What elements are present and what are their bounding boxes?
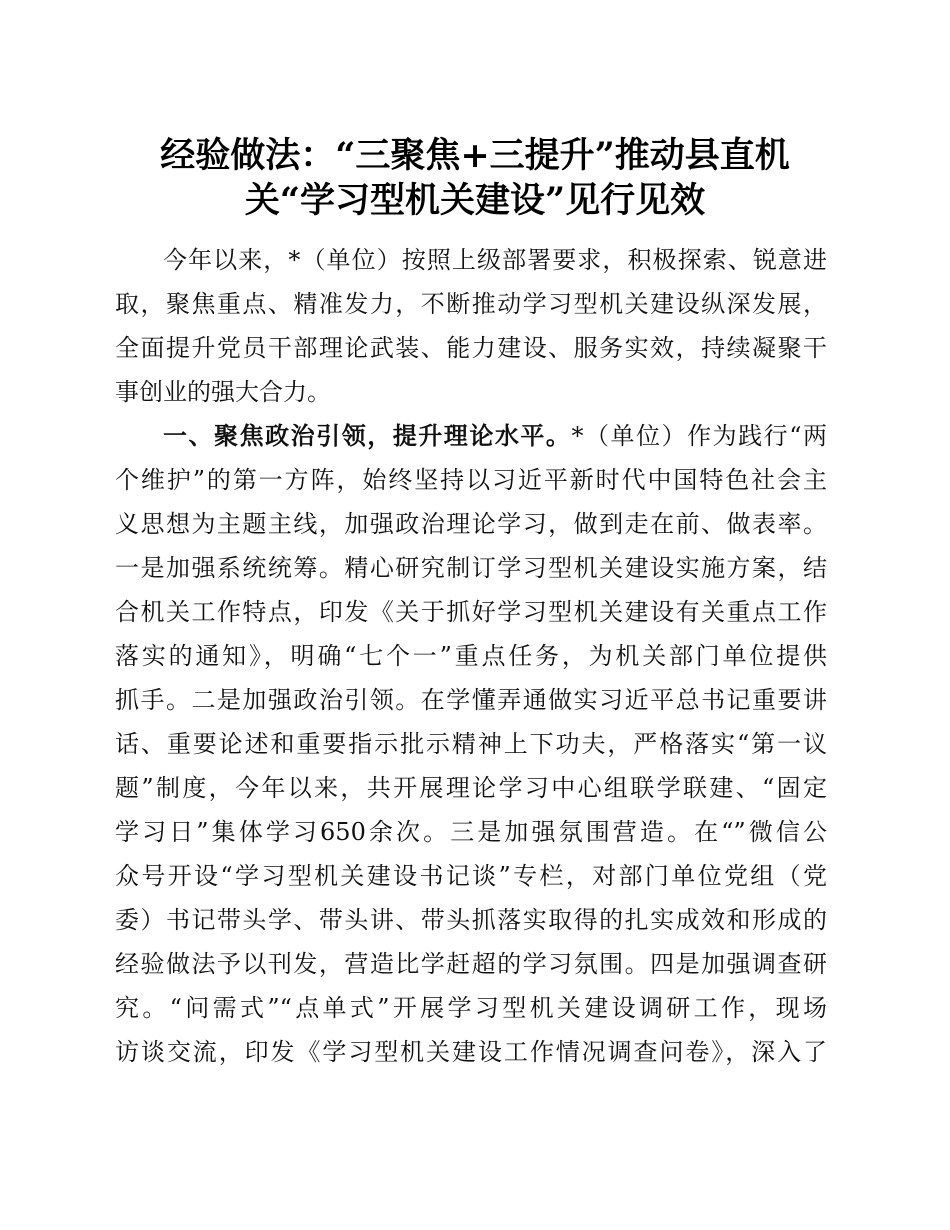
- section-1-line: 抓手。二是加强政治引领。在学懂弄通做实习近平总书记重要讲: [115, 686, 827, 714]
- section-1-line: 义思想为主题主线，加强政治理论学习，做到走在前、做表率。: [115, 510, 827, 538]
- section-1-line: 一是加强系统统筹。精心研究制订学习型机关建设实施方案，结: [115, 554, 827, 582]
- section-1-first-line: [163, 414, 827, 458]
- section-1-line: 个维护”的第一方阵，始终坚持以习近平新时代中国特色社会主: [115, 466, 827, 494]
- section-1-line: 合机关工作特点，印发《关于抓好学习型机关建设有关重点工作: [115, 598, 827, 626]
- section-1-line: 话、重要论述和重要指示批示精神上下功夫，严格落实“第一议: [115, 730, 827, 758]
- section-1-line: 题”制度，今年以来，共开展理论学习中心组联学联建、“固定: [115, 774, 827, 802]
- section-1-heading: 一、聚焦政治引领，提升理论水平。: [163, 422, 572, 450]
- section-1-line: 究。“问需式”“点单式”开展学习型机关建设调研工作，现场: [115, 994, 827, 1022]
- document-title-line-2: 关“学习型机关建设”见行见效: [244, 180, 706, 221]
- intro-line: 全面提升党员干部理论武装、能力建设、服务实效，持续凝聚干: [115, 334, 827, 362]
- section-1-line: 访谈交流，印发《学习型机关建设工作情况调查问卷》，深入了: [115, 1038, 827, 1066]
- document-title-line-1: 经验做法：“三聚焦+三提升”推动县直机: [160, 135, 790, 176]
- section-1-line: 学习日”集体学习650余次。三是加强氛围营造。在“”微信公: [115, 818, 827, 846]
- section-1-line: 委）书记带头学、带头讲、带头抓落实取得的扎实成效和形成的: [115, 906, 827, 934]
- intro-line: 事创业的强大合力。: [115, 378, 331, 406]
- section-1-line: 经验做法予以刊发，营造比学赶超的学习氛围。四是加强调查研: [115, 950, 827, 978]
- intro-line: 取，聚焦重点、精准发力，不断推动学习型机关建设纵深发展，: [115, 290, 827, 318]
- intro-line: 今年以来，*（单位）按照上级部署要求，积极探索、锐意进: [163, 246, 827, 274]
- section-1-first-line-text: *（单位）作为践行“两: [571, 422, 827, 450]
- section-1-line: 众号开设“学习型机关建设书记谈”专栏，对部门单位党组（党: [115, 862, 827, 890]
- section-1-line: 落实的通知》，明确“七个一”重点任务，为机关部门单位提供: [115, 642, 827, 670]
